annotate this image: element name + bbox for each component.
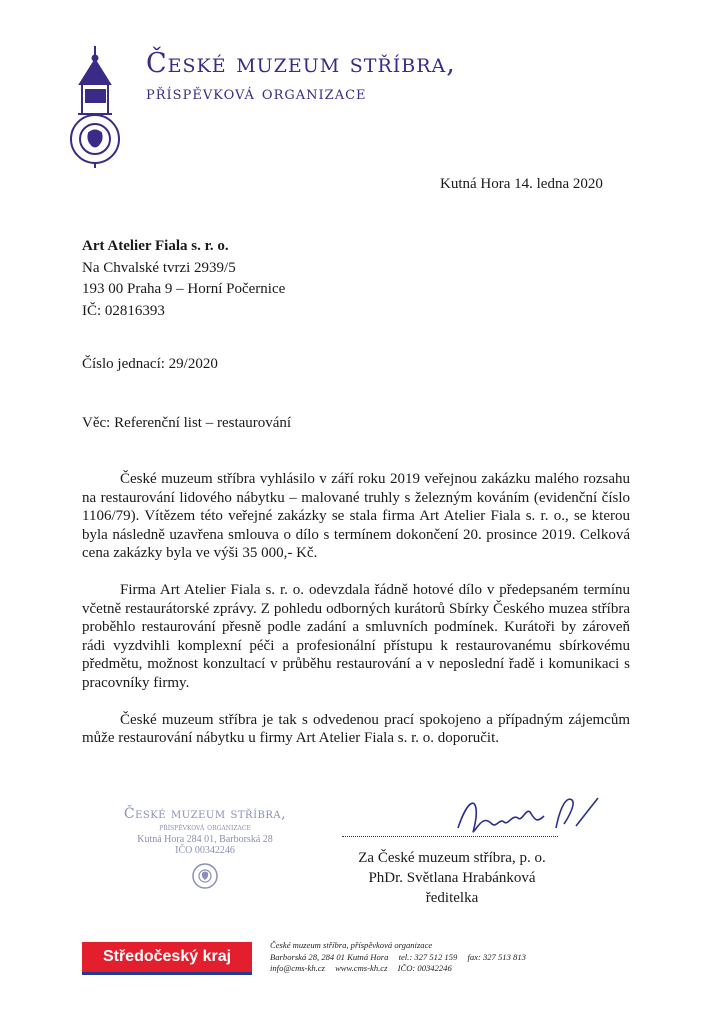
recipient-city: 193 00 Praha 9 – Horní Počernice: [82, 281, 286, 297]
stamp-emblem-icon: [190, 858, 220, 894]
subject-line: Věc: Referenční list – restaurování: [82, 415, 292, 431]
signer-block: [336, 848, 568, 908]
recipient-name: Art Atelier Fiala s. r. o.: [82, 238, 229, 254]
recipient-ico: IČ: 02816393: [82, 302, 165, 319]
footer-web-row: [270, 963, 526, 975]
footer-org: České muzeum stříbra, příspěvková organizace: [270, 940, 433, 950]
body-paragraph-2: Firma Art Atelier Fiala s. r. o. odevzdala řádně hotové dílo v předepsaném termínu včetně restaurátorské zprávy. Z pohledu odborných kurátorů Sbírky Českého muzea stříbra proběhlo restaurování přesně podle zadání a smluvních podmínek. Kurátoři by zároveň rádi vyzdvihli komplexní péči a profesionální přístupu k restaurovanému sbírkovému předmětu, možnost konzultací v průběhu restaurování a v neposlední řadě i komunikaci s pracovníky firmy.: [82, 581, 630, 691]
stamp-line-4: IČO 00342246: [175, 845, 235, 856]
body-paragraph-3: České muzeum stříbra je tak s odvedenou prací spokojeno a případným zájemcům může restaurování nábytku u firmy Art Atelier Fiala s. r. o. doporučit.: [82, 711, 630, 747]
signature-line: [342, 836, 558, 837]
footer-fax: fax: 327 513 813: [467, 951, 526, 962]
footer-ico: IČO: 00342246: [397, 963, 452, 973]
museum-tower-logo-icon: [62, 44, 128, 170]
footer-address-row: [270, 952, 526, 964]
reference-number: Číslo jednací: 29/2020: [82, 356, 218, 372]
footer-address: Barborská 28, 284 01 Kutná Hora: [270, 951, 389, 962]
region-logo-badge: Středočeský kraj: [82, 942, 252, 975]
date-line: Kutná Hora 14. ledna 2020: [440, 176, 603, 192]
footer-web[interactable]: www.cms-kh.cz: [335, 963, 388, 973]
signer-name: PhDr. Světlana Hrabánková: [368, 870, 536, 886]
body-paragraph-1: České muzeum stříbra vyhlásilo v září roku 2019 veřejnou zakázku malého rozsahu na restaurování lidového nábytku – malované truhly s železným kováním (evidenční číslo 1106/79). Vítězem této veřejné zakázky se stala firma Art Atelier Fiala s. r. o., se kterou byla následně uzavřena smlouva o dílo s termínem dokončení 20. prosince 2019. Celková cena zakázky byla ve výši 35 000,- Kč.: [82, 471, 630, 562]
footer-email[interactable]: info@cms-kh.cz: [270, 963, 325, 973]
letter-body: [82, 470, 630, 766]
stamp-line-1: České muzeum stříbra,: [123, 806, 287, 822]
recipient-street: Na Chvalské tvrzi 2939/5: [82, 259, 236, 276]
recipient-address: [82, 236, 285, 322]
stamp-line-3: Kutná Hora 284 01, Barborská 28: [137, 834, 273, 845]
footer-tel: tel.: 327 512 159: [398, 951, 458, 962]
org-name-heading: České muzeum stříbra,: [146, 48, 456, 79]
official-stamp: [100, 806, 310, 902]
signer-organization: Za České muzeum stříbra, p. o.: [358, 850, 546, 866]
org-subtitle: příspěvková organizace: [146, 82, 367, 104]
stamp-line-2: příspěvková organizace: [159, 823, 251, 833]
footer-contact: [270, 940, 526, 975]
signer-title: ředitelka: [425, 890, 479, 906]
